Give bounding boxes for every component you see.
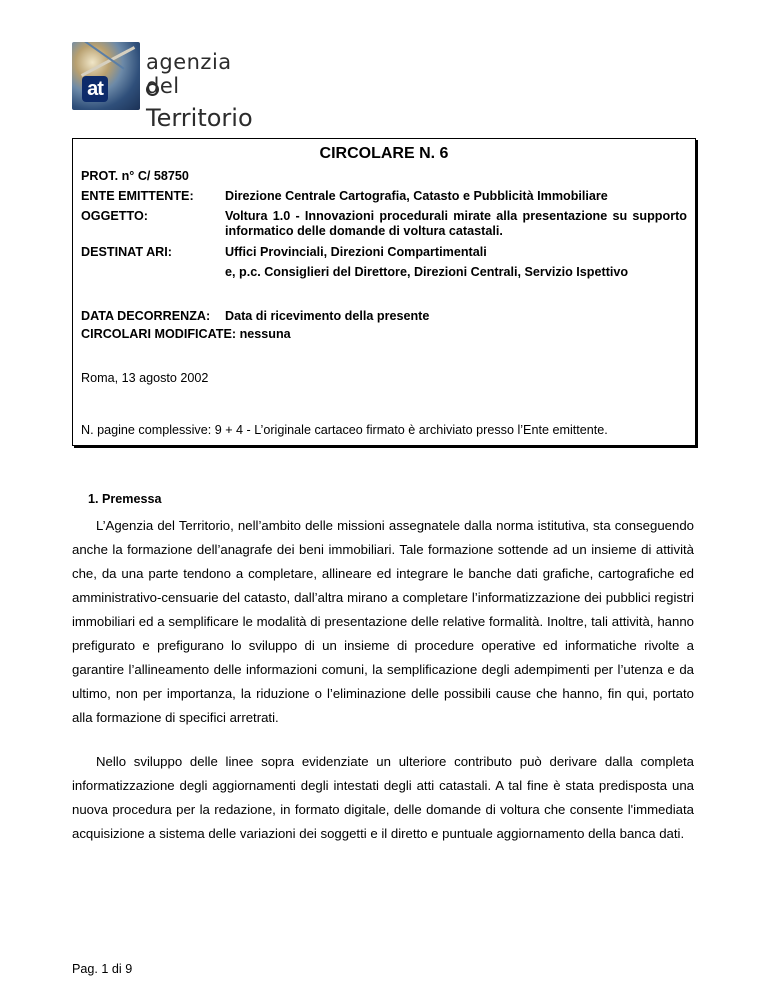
destinatari-label: DESTINAT ARI: — [81, 245, 172, 259]
decorrenza-value: Data di ricevimento della presente — [225, 309, 430, 323]
paragraph-1: L’Agenzia del Territorio, nell’ambito delle missioni assegnatele dalla norma istitutiva, sta conseguendo anche la formazione dell’anagrafe dei beni immobiliari. Tale formazione sottende ad un insieme di attività che, da una parte tendono a completare, allineare ed integrare le banche dati grafiche, cartografiche ed amministrativo-censuarie del catasto, dall’altra mirano a completare l’informatizzazione dei pubblici registri immobiliari ed a semplificare le modalità di presentazione delle relative formalità. Inoltre, tali attività, hanno prefigurato e prefigurano lo sviluppo di un insieme di procedure operative ed informatiche rivolte a garantire l’allineamento delle informazioni comuni, la semplificazione degli adempimenti per l’utenza e da ultimo, non per importanza, la riduzione o l’eliminazione delle possibili cause che hanno, fin qui, portato alla formazione di specifici arretrati. — [72, 518, 694, 725]
page-count-note: N. pagine complessive: 9 + 4 - L’originale cartaceo firmato è archiviato presso l’Ente emittente. — [81, 423, 608, 437]
logo-image — [72, 42, 140, 110]
section-title: 1. Premessa — [88, 492, 162, 506]
circolari-modificate: CIRCOLARI MODIFICATE: nessuna — [81, 327, 291, 341]
agency-logo — [72, 42, 272, 132]
logo-mark: at — [82, 76, 108, 102]
protocol-number: PROT. n° C/ 58750 — [81, 169, 189, 183]
page-footer: Pag. 1 di 9 — [72, 962, 133, 976]
paragraph-2: Nello sviluppo delle linee sopra evidenziate un ulteriore contributo può derivare dalla completa informatizzazione degli aggiornamenti degli intestati degli atti catastali. A tal fine è stata predisposta una nuova procedura per la redazione, in formato digitale, delle domande di voltura che consente l'immediata acquisizione a sistema delle variazioni dei soggetti e il diretto e puntuale aggiornamento della banca dati. — [72, 754, 694, 841]
circular-header-box — [72, 138, 696, 446]
destinatari-value-1: Uffici Provinciali, Direzioni Compartimentali — [225, 245, 487, 259]
destinatari-value-2: e, p.c. Consiglieri del Direttore, Direzioni Centrali, Servizio Ispettivo — [225, 265, 629, 279]
logo-dot-icon — [146, 83, 159, 96]
oggetto-value: Voltura 1.0 - Innovazioni procedurali mirate alla presentazione su supporto informatico delle domande di voltura catastali. — [225, 209, 687, 238]
ente-label: ENTE EMITTENTE: — [81, 189, 194, 203]
logo-text-line2: Territorio — [146, 76, 272, 132]
circular-title: CIRCOLARE N. 6 — [319, 145, 449, 162]
decorrenza-label: DATA DECORRENZA: — [81, 309, 211, 323]
place-date: Roma, 13 agosto 2002 — [81, 371, 209, 385]
logo-text-line1: agenzia del — [146, 50, 232, 98]
oggetto-label: OGGETTO: — [81, 209, 148, 223]
ente-value: Direzione Centrale Cartografia, Catasto e Pubblicità Immobiliare — [225, 189, 608, 203]
